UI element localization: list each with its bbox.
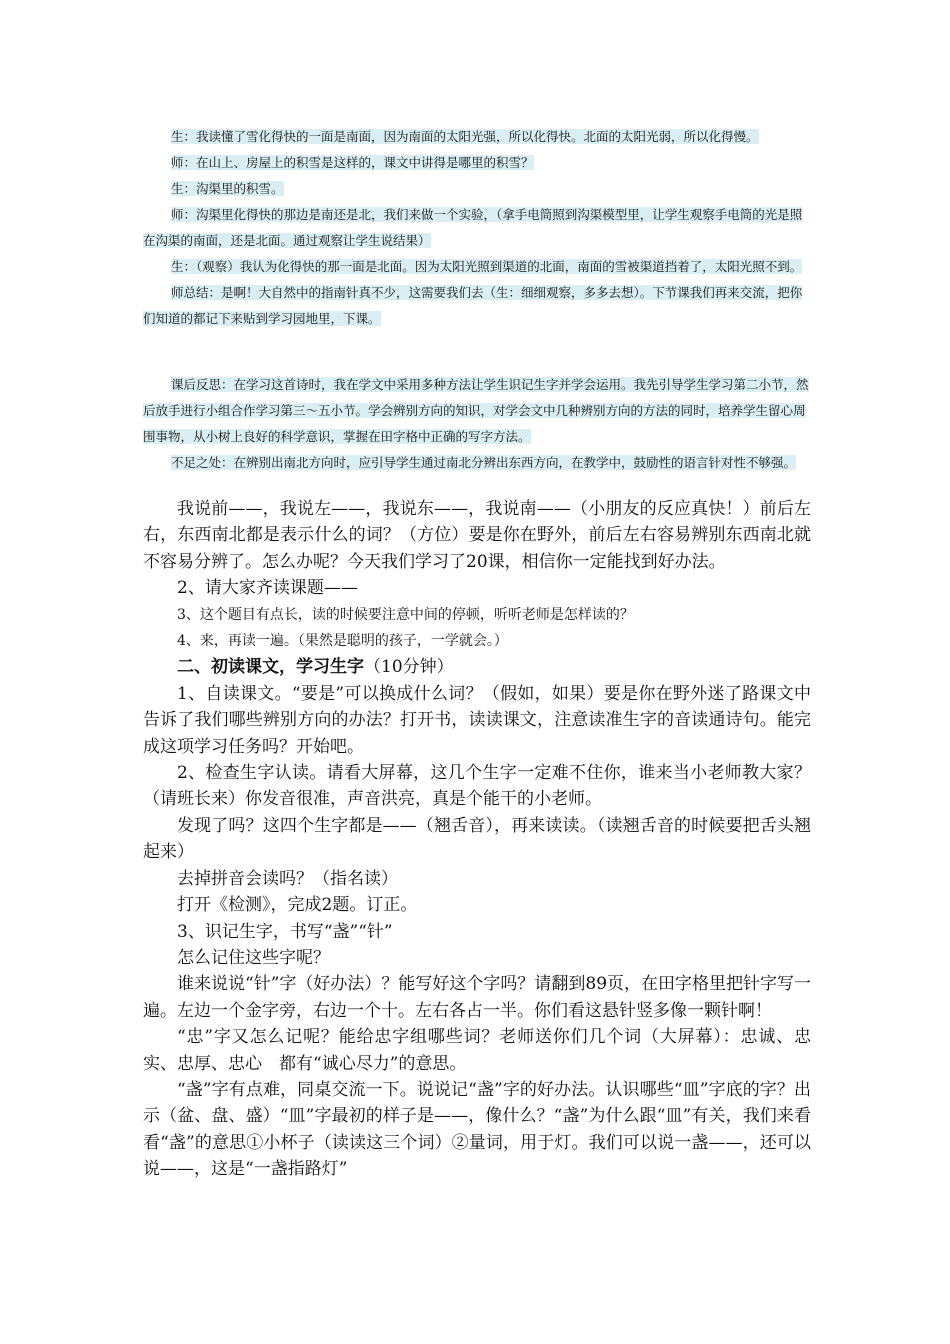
- shortcoming-paragraph: [143, 450, 813, 476]
- heading-duration: （10分钟）: [364, 657, 454, 678]
- dialogue-text: 生：我读懂了雪化得快的一面是南面，因为南面的太阳光强，所以化得快。北面的太阳光弱，所以化得慢。: [171, 129, 759, 144]
- dialogue-text: 师总结：是啊！大自然中的指南针真不少，这需要我们去（生：细细观察，多多去想）。下节课我们再来交流，把你们知道的都记下来贴到学习园地里，下课。: [143, 285, 803, 326]
- memorize-characters-line: 3、识记生字，书写“盏”“针”: [177, 921, 393, 942]
- remove-pinyin-line: 去掉拼音会读吗？（指名读）: [177, 868, 398, 889]
- reflection-text: 课后反思：在学习这首诗时，我在学文中采用多种方法让学生识记生字并学会运用。我先引导学生学习第二小节，然后放手进行小组合作学习第三～五小节。学会辨别方向的知识，对学会文中几种辨别方向的方法的同时，培养学生留心周围事物，从小树上良好的科学意识，掌握在田字格中正确的写字方法。: [143, 377, 809, 444]
- heading-title: 二、初读课文，学习生字: [177, 657, 364, 678]
- step-2-line: 2、请大家齐读课题——: [177, 578, 358, 599]
- dialogue-line: [143, 150, 813, 176]
- lesson-dialogue-section: [143, 124, 813, 332]
- zhong-character-paragraph: “忠”字又怎么记呢？能给忠字组哪些词？老师送你们几个词（大屏幕）：忠诚、忠实、忠厚、忠心 都有“诚心尽力”的意思。: [143, 1027, 811, 1074]
- section-heading: [143, 654, 811, 680]
- shortcoming-text: 不足之处：在辨别出南北方向时，应引导学生通过南北分辨出东西方向，在教学中，鼓励性的语言针对性不够强。: [171, 455, 797, 470]
- reflection-section: [143, 372, 813, 476]
- dialogue-text: 生：（观察）我认为化得快的那一面是北面。因为太阳光照到渠道的北面，南面的雪被渠道挡着了，太阳光照不到。: [171, 259, 803, 274]
- dialogue-line: [143, 176, 813, 202]
- dialogue-line: [143, 202, 813, 254]
- self-reading-paragraph: 1、自读课文。“要是”可以换成什么词？（假如，如果）要是你在野外迷了路课文中告诉了我们哪些辨别方向的办法？打开书，读读课文，注意读准生字的音读通诗句。能完成这项学习任务吗？开始吧。: [143, 683, 811, 757]
- dialogue-line: [143, 280, 813, 332]
- zhen-character-paragraph: 谁来说说“针”字（好办法）？能写好这个字吗？请翻到89页，在田字格里把针字写一遍。左边一个金字旁，右边一个十。左右各占一半。你们看这悬针竖多像一颗针啊！: [143, 974, 812, 1021]
- lesson-plan-body: [143, 496, 811, 1183]
- reflection-paragraph: [143, 372, 813, 450]
- dialogue-text: 师：沟渠里化得快的那边是南还是北，我们来做一个实验，（拿手电筒照到沟渠模型里，让学生观察手电筒的光是照在沟渠的南面，还是北面。通过观察让学生说结果）: [143, 207, 803, 248]
- zhan-character-paragraph: “盏”字有点难，同桌交流一下。说说记“盏”字的好办法。认识哪些“皿”字底的字？出示（盆、盘、盛）“皿”字最初的样子是——，像什么？“盏”为什么跟“皿”有关，我们来看看“盏”的意思①小杯子（读读这三个词）②量词，用于灯。我们可以说一盏——，还可以说——，这是“一盏指路灯”: [143, 1079, 811, 1180]
- step-3-line: 3、这个题目有点长，读的时候要注意中间的停顿，听听老师是怎样读的？: [177, 606, 634, 623]
- open-workbook-line: 打开《检测》，完成2题。订正。: [177, 895, 418, 916]
- dialogue-line: [143, 254, 813, 280]
- step-4-line: 4、来，再读一遍。（果然是聪明的孩子，一学就会。）: [177, 633, 508, 650]
- how-to-remember-line: 怎么记住这些字呢？: [177, 947, 330, 968]
- dialogue-text: 生：沟渠里的积雪。: [171, 181, 284, 196]
- dialogue-line: [143, 124, 813, 150]
- intro-paragraph: 我说前——，我说左——，我说东——，我说南——（小朋友的反应真快！）前后左右，东西南北都是表示什么的词？（方位）要是你在野外，前后左右容易辨别东西南北就不容易分辨了。怎么办呢？今天我们学习了20课，相信你一定能找到好办法。: [143, 499, 811, 572]
- check-characters-paragraph: 2、检查生字认读。请看大屏幕，这几个生字一定难不住你，谁来当小老师教大家？（请班长来）你发音很准，声音洪亮，真是个能干的小老师。: [143, 763, 811, 810]
- retroflex-paragraph: 发现了吗？这四个生字都是——（翘舌音），再来读读。（读翘舌音的时候要把舌头翘起来）: [143, 815, 811, 863]
- dialogue-text: 师：在山上、房屋上的积雪是这样的，课文中讲得是哪里的积雪？: [171, 155, 534, 170]
